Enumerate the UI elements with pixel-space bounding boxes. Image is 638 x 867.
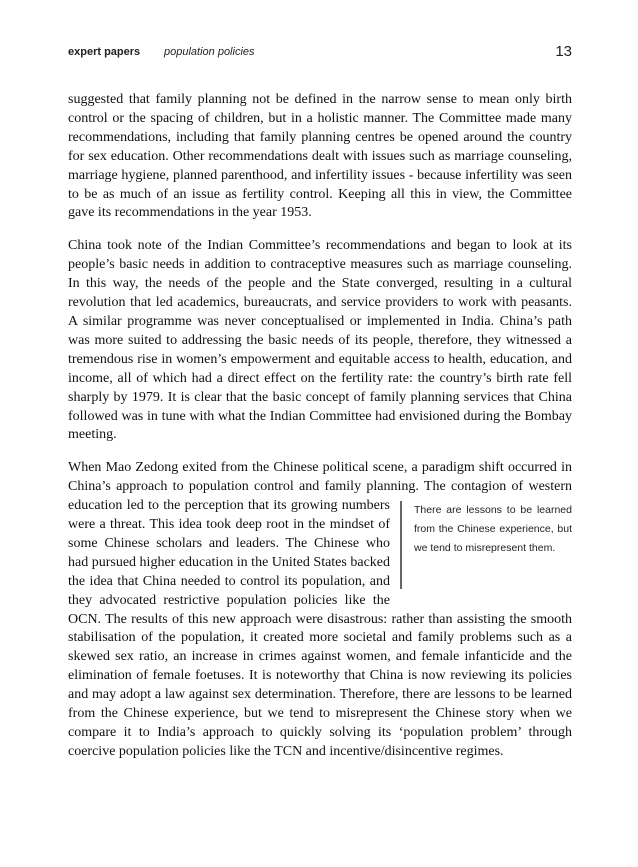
pull-quote: There are lessons to be learned from the Chinese experience, but we tend to misrepresent them. (400, 501, 572, 589)
running-header (68, 44, 572, 64)
paragraph-2: China took note of the Indian Committee’s recommendations and began to look at its people’s basic needs in addition to contraceptive measures such as marriage counseling. In this way, the needs of the people and the State converged, resulting in a cultural revolution that led academics, bureaucrats, and service providers to work with peasants. A similar programme was never conceptualised or implemented in India. China’s path was more suited to addressing the basic needs of its people, therefore, they witnessed a tremendous rise in women’s empowerment and equitable access to health, education, and income, all of which had a direct effect on the fertility rate: the country’s birth rate fell sharply by 1979. It is clear that the basic concept of family planning services that China followed was in tune with what the Indian Committee had envisioned during the Bombay meeting. (68, 238, 572, 443)
article-body (68, 91, 572, 776)
paragraph-3 (68, 459, 572, 762)
paragraph-1: suggested that family planning not be defined in the narrow sense to mean only birth control or the spacing of children, but in a holistic manner. The Committee made many recommendations, including that family planning centres be opened around the country for sex education. Other recommendations dealt with issues such as marriage counseling, marriage hygiene, planned parenthood, and infertility issues - because infertility was seen to be as much of an issue as fertility control. Keeping all this in view, the Committee gave its recommendations in the year 1953. (68, 92, 572, 221)
paragraph-3-text: were a threat. This idea took deep root in the mindset of some Chinese scholars and leaders. The Chinese who had pursued higher education in the United States backed the idea that China needed to control its population, and they advocated restrictive population policies like the OCN. The results of this new approach were disastrous: rather than assisting the smooth stabilisation of the population, it created more societal and family problems such as a skewed sex ratio, an increase in crimes against women, and female infanticide and the elimination of female foetuses. It is noteworthy that China is now reviewing its policies and may adopt a law against sex determination. Therefore, there are lessons to be learned from the Chinese experience, but we tend to misrepresent the Chinese story when we compare it to India’s approach to quickly solving its ‘population problem’ through coercive population policies like the TCN and incentive/disincentive regimes. (68, 517, 572, 759)
page-number: 13 (555, 43, 572, 60)
paragraph-3-text-before: When Mao Zedong exited from the Chinese political scene, a paradigm shift occurred in China’s approach to population control and family planning. The contagion of western education led to the perception that its growing numbers (68, 460, 572, 514)
header-series: expert papers (68, 46, 141, 58)
header-topic: population policies (164, 46, 255, 58)
